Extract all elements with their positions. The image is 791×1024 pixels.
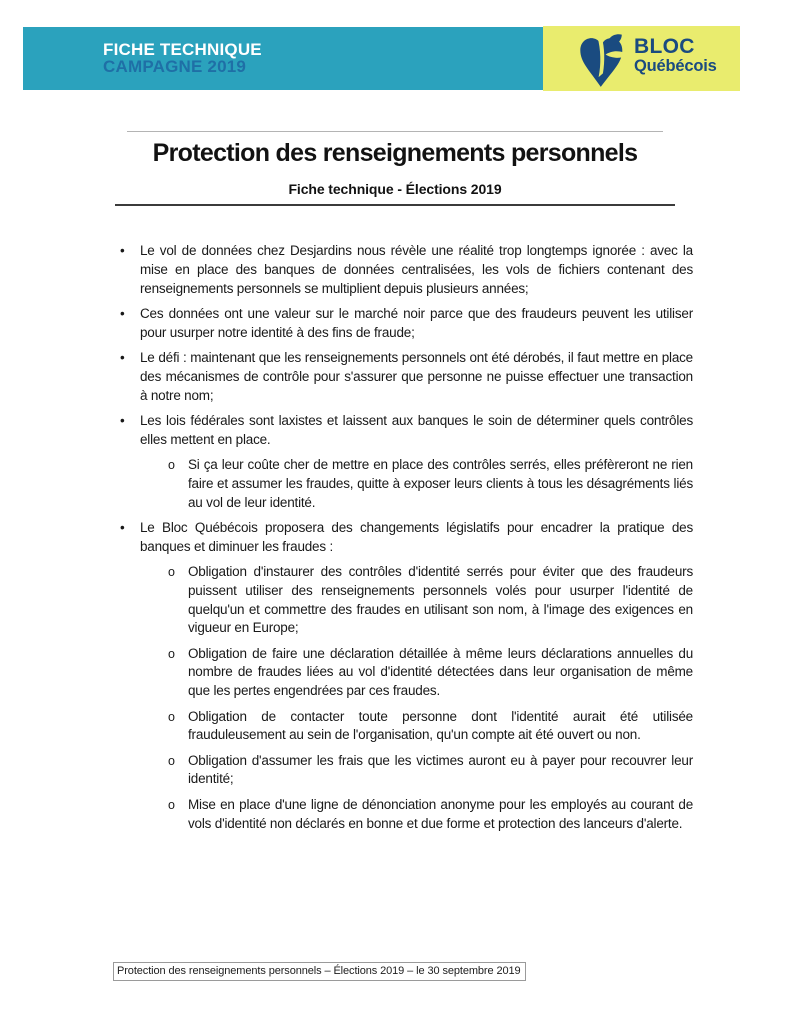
logo-wordmark: [634, 36, 717, 75]
bullet-marker-icon: o: [168, 753, 175, 768]
document-body: [113, 242, 693, 840]
bullet-item: [113, 796, 693, 834]
bullet-marker-icon: o: [168, 564, 175, 579]
bullet-text: Le vol de données chez Desjardins nous révèle une réalité trop longtemps ignorée : avec la mise en place des banques de données centralisées, les vols de fichiers contenant des renseignements personnels se multiplient depuis plusieurs années;: [140, 243, 693, 296]
bullet-item: [113, 349, 693, 405]
document-heading: [115, 131, 675, 206]
logo-subname: Québécois: [634, 57, 717, 76]
bullet-text: Ces données ont une valeur sur le marché noir parce que des fraudeurs peuvent les utiliser pour usurper notre identité à des fins de fraude;: [140, 305, 693, 340]
bullet-item: [113, 519, 693, 557]
logo-name: BLOC: [634, 35, 695, 59]
bullet-marker-icon: o: [168, 797, 175, 812]
bullet-item: [113, 412, 693, 450]
bullet-marker-icon: •: [120, 349, 125, 365]
bullet-text: Si ça leur coûte cher de mettre en place des contrôles serrés, elles préfèreront ne rien faire et assumer les fraudes, quitte à exposer leurs clients à tous les désagréments liés au vol de leur identité.: [188, 456, 693, 510]
bullet-marker-icon: o: [168, 457, 175, 472]
logo-block: [543, 26, 740, 91]
bullet-marker-icon: •: [120, 305, 125, 321]
page-footer: Protection des renseignements personnels – Élections 2019 – le 30 septembre 2019: [113, 962, 526, 981]
bullet-text: Les lois fédérales sont laxistes et laissent aux banques le soin de déterminer quels contrôles elles mettent en place.: [140, 412, 693, 447]
bullet-text: Obligation de contacter toute personne dont l'identité aurait été utilisée frauduleusement au sein de l'organisation, qu'un compte ait été ouvert ou non.: [188, 708, 693, 743]
bullet-text: Mise en place d'une ligne de dénonciation anonyme pour les employés au courant de vols d'identité non déclarés en bonne et due forme et protection des lanceurs d'alerte.: [188, 796, 693, 831]
bullet-list: [113, 242, 693, 833]
bullet-item: [113, 563, 693, 638]
bullet-item: [113, 305, 693, 343]
bullet-marker-icon: o: [168, 709, 175, 724]
bullet-text: Obligation d'instaurer des contrôles d'identité serrés pour éviter que des fraudeurs puissent utiliser des renseignements personnels volés pour usurper l'identité de quelqu'un et commettre des fraudes en utilisant son nom, à l'image des exigences en vigueur en Europe;: [188, 563, 693, 636]
banner-subtitle: CAMPAGNE 2019: [103, 57, 247, 76]
bullet-marker-icon: •: [120, 243, 125, 258]
bullet-item: [113, 708, 693, 746]
bullet-text: Obligation d'assumer les frais que les victimes auront eu à payer pour recouvrer leur identité;: [188, 752, 693, 787]
heading-top-rule: [127, 131, 663, 132]
page-subtitle: Fiche technique - Élections 2019: [288, 181, 502, 197]
bullet-text: Le défi : maintenant que les renseignements personnels ont été dérobés, il faut mettre en place des mécanismes de contrôle pour s'assurer que personne ne puisse effectuer une transaction à notre nom;: [140, 349, 693, 403]
bullet-item: [113, 242, 693, 298]
banner-teal-block: [23, 27, 543, 90]
header-banner: [23, 27, 740, 90]
bullet-item: [113, 645, 693, 701]
bullet-marker-icon: •: [120, 519, 125, 535]
page-title: Protection des renseignements personnels: [152, 139, 638, 167]
bullet-text: Le Bloc Québécois proposera des changements législatifs pour encadrer la pratique des banques et diminuer les fraudes :: [140, 519, 693, 554]
bullet-marker-icon: •: [120, 412, 125, 428]
bullet-item: [113, 752, 693, 790]
bullet-item: [113, 456, 693, 512]
banner-title: FICHE TECHNIQUE: [103, 40, 262, 59]
bloc-quebecois-logo-icon: [576, 34, 632, 88]
heading-bottom-rule: [115, 204, 675, 206]
bullet-marker-icon: o: [168, 646, 175, 661]
bullet-text: Obligation de faire une déclaration détaillée à même leurs déclarations annuelles du nombre de fraudes liées au vol d'identité détectées dans leur organisation de même que les pertes engendrées par ces fraudes.: [188, 645, 693, 699]
